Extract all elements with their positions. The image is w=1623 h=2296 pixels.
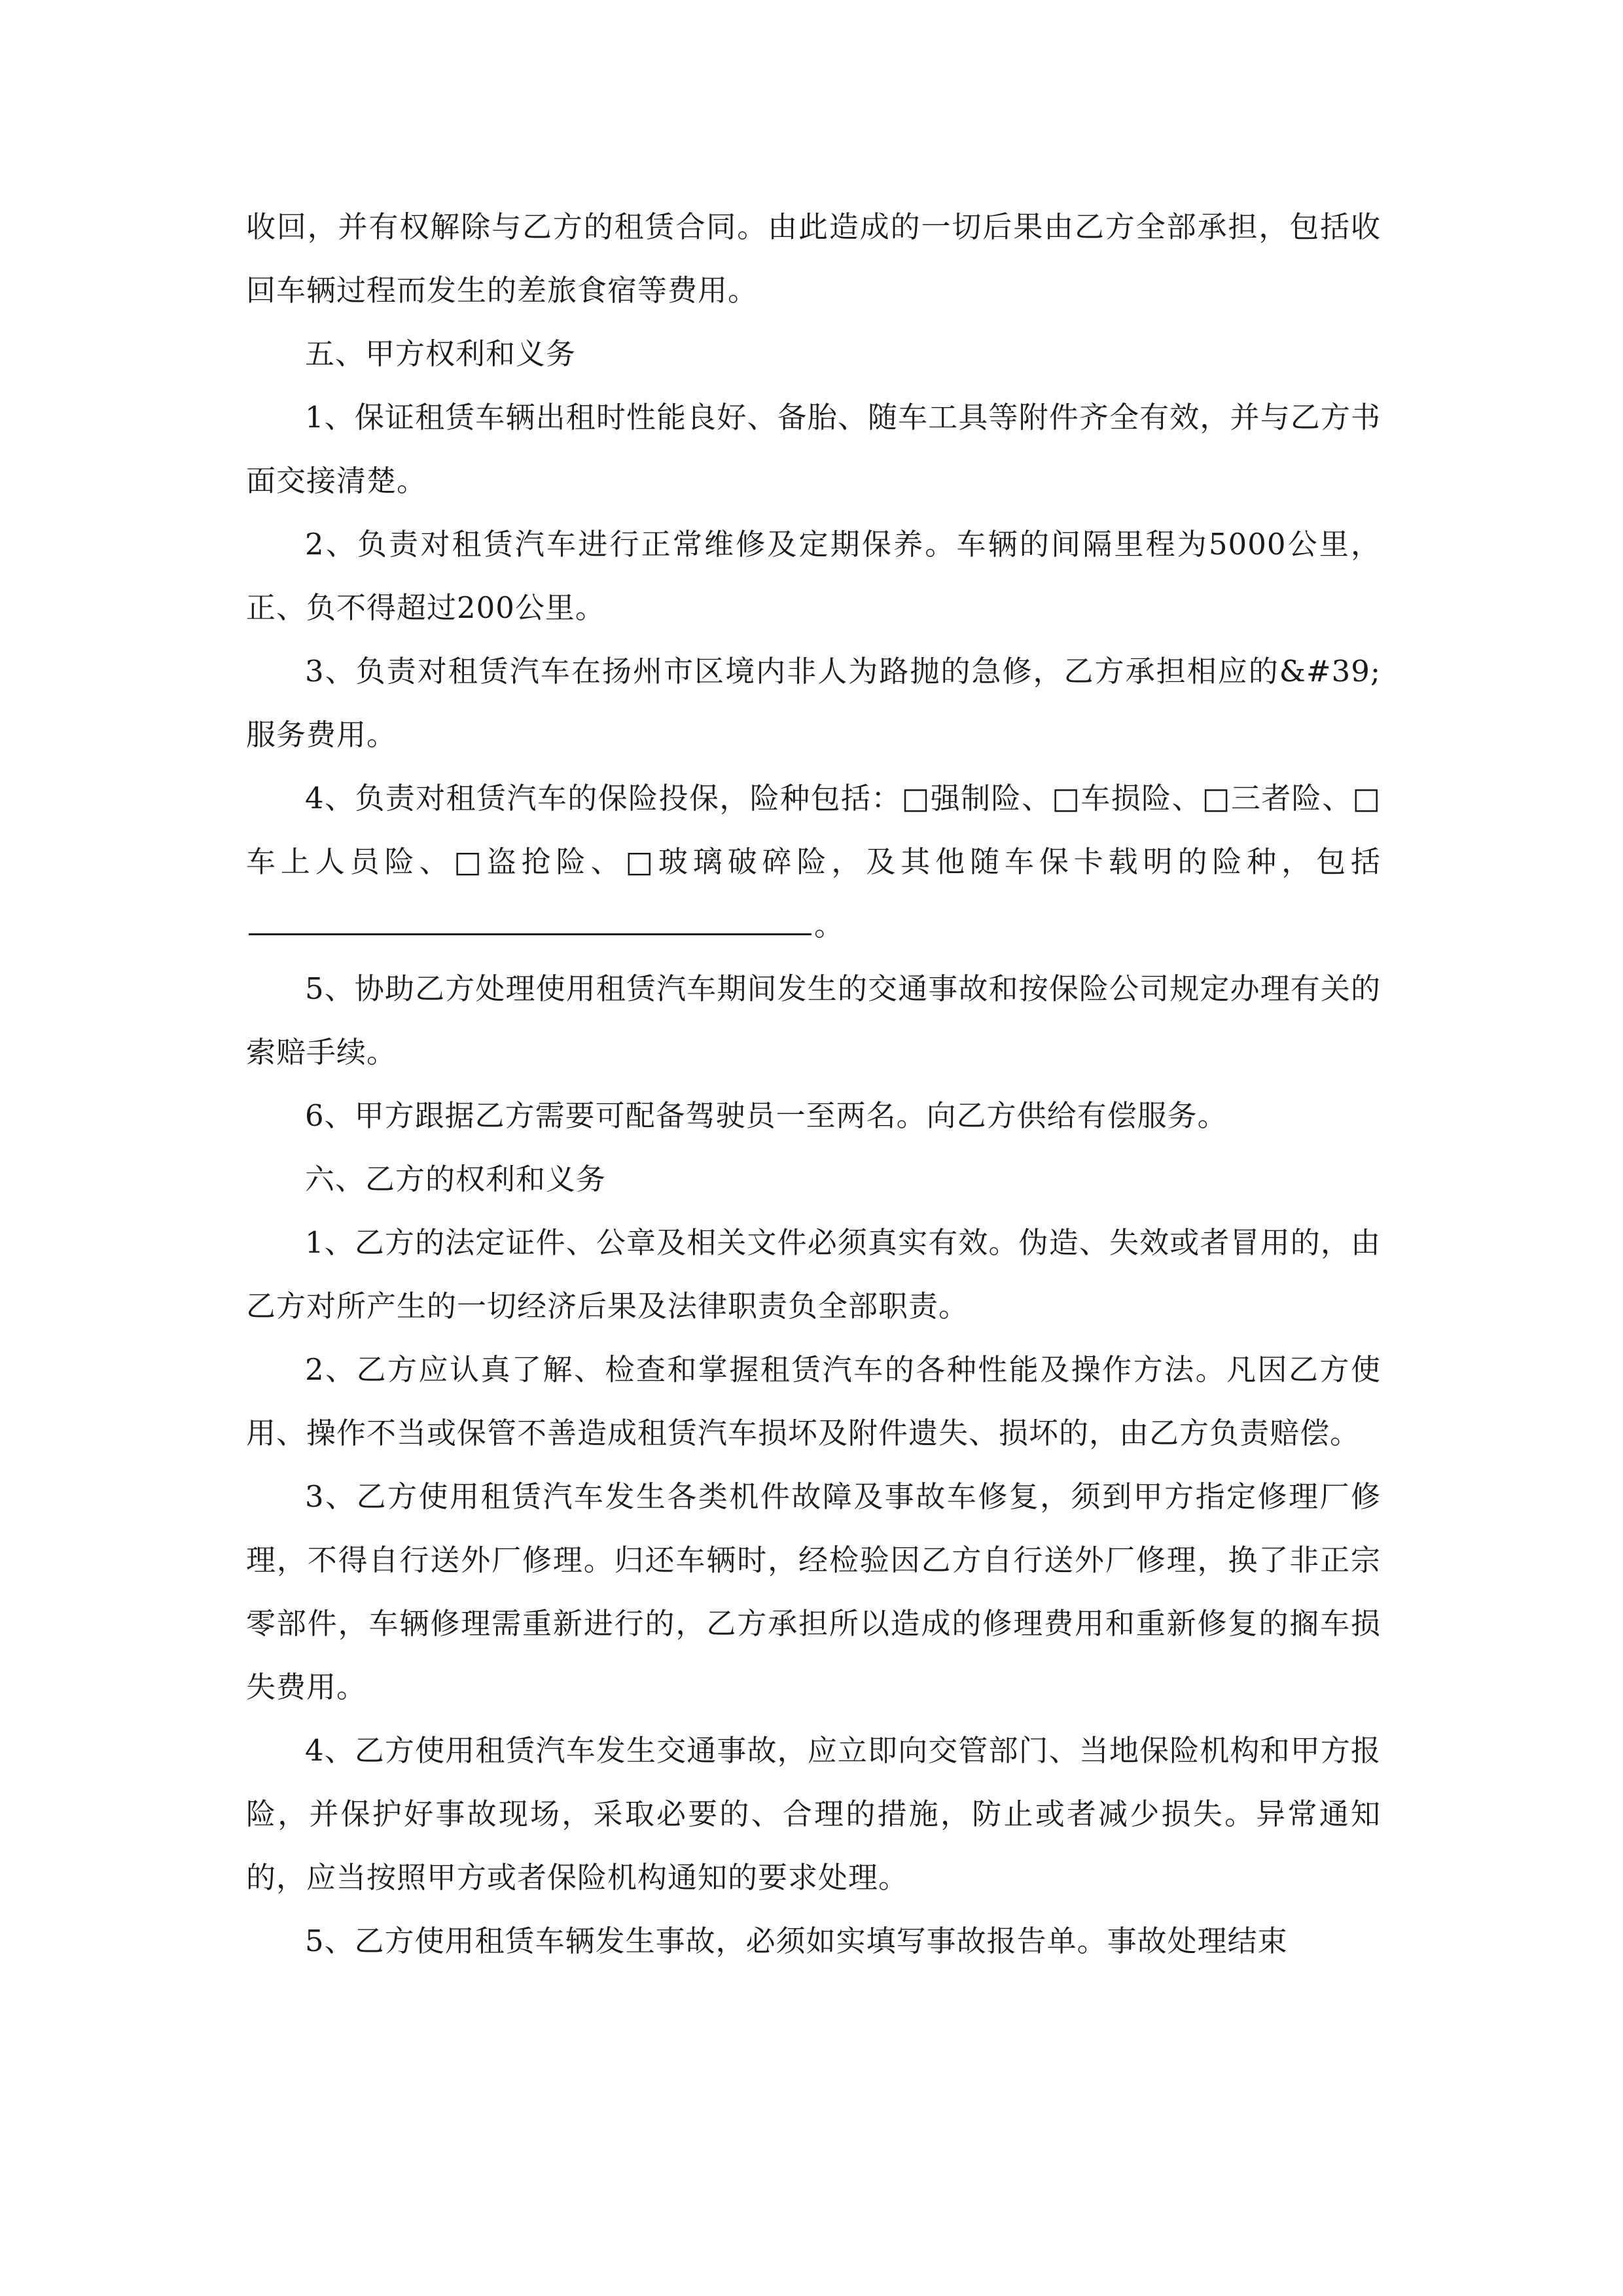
fill-in-blank-line xyxy=(249,895,812,935)
clause-6-2: 2、乙方应认真了解、检查和掌握租赁汽车的各种性能及操作方法。凡因乙方使用、操作不当或保管不善造成租赁汽车损坏及附件遗失、损坏的，由乙方负责赔偿。 xyxy=(246,1352,1381,1450)
clause-5-1: 1、保证租赁车辆出租时性能良好、备胎、随车工具等附件齐全有效，并与乙方书面交接清楚。 xyxy=(246,400,1381,498)
clause-5-3: 3、负责对租赁汽车在扬州市区境内非人为路抛的急修，乙方承担相应的&#39;服务费用。 xyxy=(246,654,1381,752)
clause-5-2: 2、负责对租赁汽车进行正常维修及定期保养。车辆的间隔里程为5000公里，正、负不得超过200公里。 xyxy=(246,527,1381,625)
clause-6-4: 4、乙方使用租赁汽车发生交通事故，应立即向交管部门、当地保险机构和甲方报险，并保护好事故现场，采取必要的、合理的措施，防止或者减少损失。异常通知的，应当按照甲方或者保险机构通知的要求处理。 xyxy=(246,1733,1381,1895)
clause-6-3: 3、乙方使用租赁汽车发生各类机件故障及事故车修复，须到甲方指定修理厂修理，不得自行送外厂修理。归还车辆时，经检验因乙方自行送外厂修理，换了非正宗零部件，车辆修理需重新进行的，乙方承担所以造成的修理费用和重新修复的搁车损失费用。 xyxy=(246,1479,1381,1704)
section-heading-5: 五、甲方权利和义务 xyxy=(305,336,577,371)
continuation-paragraph: 收回，并有权解除与乙方的租赁合同。由此造成的一切后果由乙方全部承担，包括收回车辆过程而发生的差旅食宿等费用。 xyxy=(246,209,1381,308)
clause-6-5: 5、乙方使用租赁车辆发生事故，必须如实填写事故报告单。事故处理结束 xyxy=(305,1924,1288,1958)
clause-5-4 xyxy=(246,766,1381,957)
clause-5-4-text: 4、负责对租赁汽车的保险投保，险种包括：□强制险、□车损险、□三者险、□车上人员险、□盗抢险、□玻璃破碎险，及其他随车保卡载明的险种，包括 xyxy=(246,781,1381,879)
document-body xyxy=(246,195,1381,1973)
clause-5-6: 6、甲方跟据乙方需要可配备驾驶员一至两名。向乙方供给有偿服务。 xyxy=(305,1098,1228,1133)
clause-5-5: 5、协助乙方处理使用租赁汽车期间发生的交通事故和按保险公司规定办理有关的索赔手续。 xyxy=(246,971,1381,1069)
section-heading-6: 六、乙方的权利和义务 xyxy=(305,1162,607,1196)
clause-6-1: 1、乙方的法定证件、公章及相关文件必须真实有效。伪造、失效或者冒用的，由乙方对所产生的一切经济后果及法律职责负全部职责。 xyxy=(246,1225,1381,1323)
clause-5-4-tail: 。 xyxy=(814,908,845,942)
